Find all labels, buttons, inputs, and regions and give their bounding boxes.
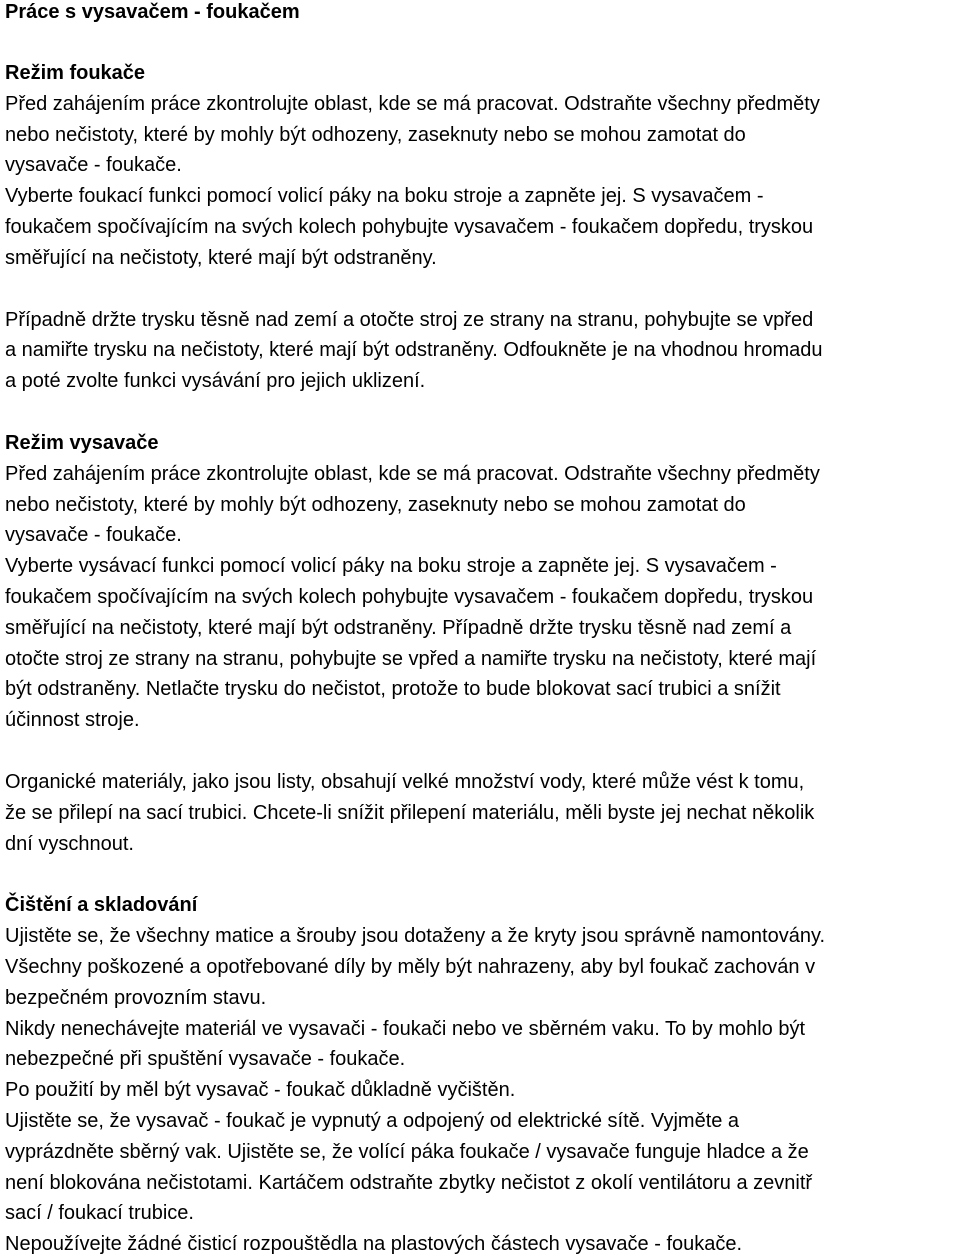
text-line: směřující na nečistoty, které mají být odstraněny. Případně držte trysku těsně nad zemí a (5, 616, 792, 639)
section-heading-cleaning-storage: Čištění a skladování (5, 894, 198, 917)
text-line: Ujistěte se, že všechny matice a šrouby jsou dotaženy a že kryty jsou správně namontovány. (5, 925, 826, 948)
text-line: Před zahájením práce zkontrolujte oblast, kde se má pracovat. Odstraňte všechny předměty (5, 92, 820, 115)
section-heading-blower-mode: Režim foukače (5, 62, 146, 84)
text-line: otočte stroj ze strany na stranu, pohybujte se vpřed a namiřte trysku na nečistoty, které mají (5, 647, 817, 670)
text-line: nebezpečné při spuštění vysavače - foukače. (5, 1048, 406, 1071)
text-line: účinnost stroje. (5, 709, 140, 732)
paragraph (5, 459, 960, 736)
text-line: foukačem spočívajícím na svých kolech pohybujte vysavačem - foukačem dopředu, tryskou (5, 585, 814, 608)
section-blower-mode (5, 58, 960, 397)
spacer (5, 736, 960, 767)
text-line: vysavače - foukače. (5, 524, 182, 547)
section-vacuum-mode (5, 428, 960, 859)
text-line: dní vyschnout. (5, 832, 134, 855)
text-line: Organické materiály, jako jsou listy, obsahují velké množství vody, které může vést k tomu, (5, 770, 805, 793)
text-line: sací / foukací trubice. (5, 1202, 194, 1225)
text-line: Případně držte trysku těsně nad zemí a otočte stroj ze strany na stranu, pohybujte se vpřed (5, 308, 814, 331)
text-line: není blokována nečistotami. Kartáčem odstraňte zbytky nečistot z okolí ventilátoru a zevnitř (5, 1171, 813, 1194)
paragraph (5, 767, 960, 859)
text-line: Vyberte vysávací funkci pomocí volicí páky na boku stroje a zapněte jej. S vysavačem - (5, 555, 777, 578)
spacer (5, 397, 960, 428)
text-line: foukačem spočívajícím na svých kolech pohybujte vysavačem - foukačem dopředu, tryskou (5, 215, 814, 238)
text-line: Nepoužívejte žádné čisticí rozpouštědla na plastových částech vysavače - foukače. (5, 1233, 743, 1256)
text-line: vyprázdněte sběrný vak. Ujistěte se, že volící páka foukače / vysavače funguje hladce a že (5, 1140, 809, 1163)
text-line: Po použití by měl být vysavač - foukač důkladně vyčištěn. (5, 1079, 516, 1102)
text-line: nebo nečistoty, které by mohly být odhozeny, zaseknuty nebo se mohou zamotat do (5, 493, 746, 516)
paragraph (5, 305, 960, 397)
text-line: bezpečném provozním stavu. (5, 986, 267, 1009)
spacer (5, 859, 960, 890)
text-line: Před zahájením práce zkontrolujte oblast, kde se má pracovat. Odstraňte všechny předměty (5, 462, 820, 485)
text-line: Nikdy nenechávejte materiál ve vysavači - foukači nebo ve sběrném vaku. To by mohlo být (5, 1017, 806, 1040)
page-title: Práce s vysavačem - foukačem (5, 1, 300, 23)
paragraph (5, 89, 960, 274)
section-cleaning-storage (5, 890, 960, 1260)
section-heading-vacuum-mode: Režim vysavače (5, 431, 159, 454)
text-line: a namiřte trysku na nečistoty, které mají být odstraněny. Odfoukněte je na vhodnou hromadu (5, 339, 823, 362)
paragraph (5, 921, 960, 1260)
spacer (5, 274, 960, 305)
text-line: Vyberte foukací funkci pomocí volicí páky na boku stroje a zapněte jej. S vysavačem - (5, 185, 764, 208)
text-line: a poté zvolte funkci vysávání pro jejich uklizení. (5, 370, 426, 393)
document-page (5, 0, 960, 1260)
text-line: nebo nečistoty, které by mohly být odhozeny, zaseknuty nebo se mohou zamotat do (5, 123, 746, 146)
text-line: Všechny poškozené a opotřebované díly by měly být nahrazeny, aby byl foukač zachován v (5, 955, 816, 978)
spacer (5, 27, 960, 58)
text-line: vysavače - foukače. (5, 154, 182, 177)
text-line: že se přilepí na sací trubici. Chcete-li snížit přilepení materiálu, měli byste jej nechat několik (5, 801, 815, 824)
text-line: být odstraněny. Netlačte trysku do nečistot, protože to bude blokovat sací trubici a snížit (5, 678, 781, 701)
text-line: Ujistěte se, že vysavač - foukač je vypnutý a odpojený od elektrické sítě. Vyjměte a (5, 1109, 740, 1132)
text-line: směřující na nečistoty, které mají být odstraněny. (5, 246, 437, 269)
